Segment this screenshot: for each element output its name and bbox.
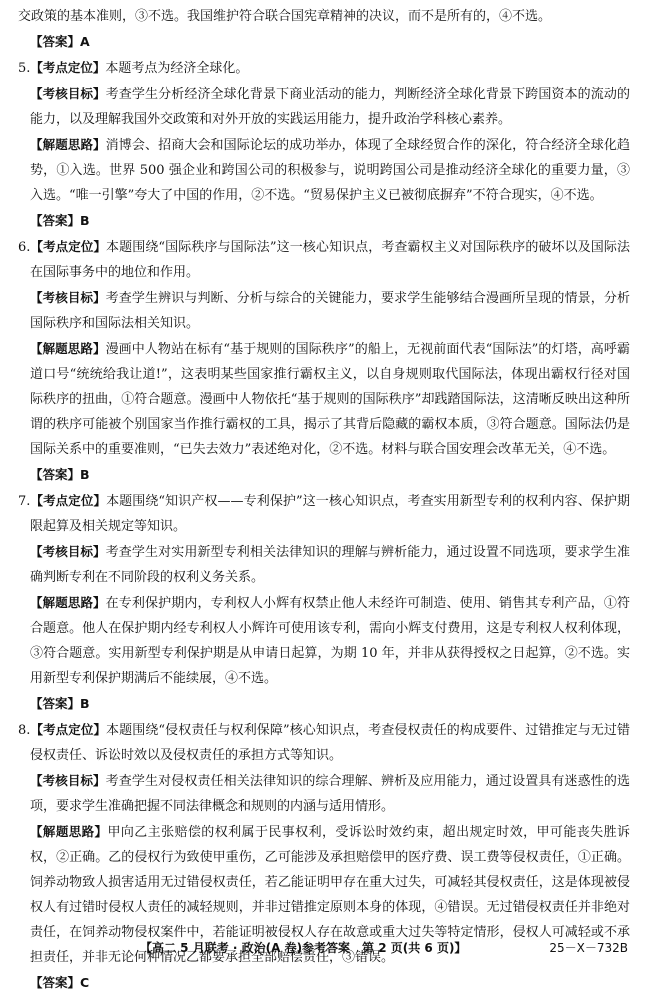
kaodian-paragraph: 6.【考点定位】本题围绕“国际秩序与国际法”这一核心知识点，考查霸权主义对国际秩序的破坏以及国际法在国际事务中的地位和作用。 xyxy=(18,239,630,280)
kaodian-tag: 【考点定位】 xyxy=(30,722,107,737)
answer-line: 【答案】C xyxy=(30,975,90,990)
silu-tag: 【解题思路】 xyxy=(30,341,106,356)
mubiao-tag: 【考核目标】 xyxy=(30,86,106,101)
kaodian-tag: 【考点定位】 xyxy=(30,493,107,508)
footer-title: 【高二 5 月联考 · 政治(A 卷)参考答案 第 2 页(共 6 页)】 xyxy=(140,941,467,955)
silu-paragraph: 【解题思路】甲向乙主张赔偿的权利属于民事权利，受诉讼时效约束，超出规定时效，甲可能丧失胜诉权，②正确。乙的侵权行为致使甲重伤，乙可能涉及承担赔偿甲的医疗费、误工费等侵权责任，①正确。饲养动物致人损害适用无过错侵权责任，若乙能证明甲存在重大过失，可减轻其侵权责任，这是体现被侵权人有过错时侵权人责任的减轻规则，并非过错推定原则本身的体现，④错误。无过错侵权责任并非绝对责任，在饲养动物侵权案件中，若能证明被侵权人存在故意或重大过失等特定情形，侵权人可减轻或不承担责任，并非无论何种情况乙都要承担全部赔偿责任，③错误。 xyxy=(30,824,630,965)
question-number: 5. xyxy=(18,61,31,76)
mubiao-tag: 【考核目标】 xyxy=(30,773,106,788)
mubiao-tag: 【考核目标】 xyxy=(30,544,106,559)
silu-tag: 【解题思路】 xyxy=(30,595,106,610)
question-7 xyxy=(18,488,630,717)
silu-paragraph: 【解题思路】漫画中人物站在标有“基于规则的国际秩序”的船上，无视前面代表“国际法”的灯塔，高呼霸道口号“统统给我让道!”，这表明某些国家推行霸权主义，以自身规则取代国际法，体现出霸权行径对国际秩序的扭曲，①符合题意。漫画中人物依托“基于规则的国际秩序”却践踏国际法，这清晰反映出这种所谓的秩序可能被个别国家当作推行霸权的工具，揭示了其背后隐藏的霸权本质，③符合题意。国际法仍是国际关系中的重要准则，“已失去效力”表述绝对化，②不选。材料与联合国安理会改革无关，④不选。 xyxy=(30,341,630,457)
mubiao-tag: 【考核目标】 xyxy=(30,290,106,305)
silu-paragraph: 【解题思路】在专利保护期内，专利权人小辉有权禁止他人未经许可制造、使用、销售其专利产品，①符合题意。他人在保护期内经专利权人小辉许可使用该专利，需向小辉支付费用，这是专利权人权利体现，③符合题意。实用新型专利保护期是从申请日起算，为期 10 年，并非从获得授权之日起算，②不选。实用新型专利保护期满后不能续展，④不选。 xyxy=(30,595,630,686)
mubiao-paragraph: 【考核目标】考查学生对侵权责任相关法律知识的综合理解、辨析及应用能力，通过设置具有迷惑性的选项，要求学生准确把握不同法律概念和规则的内涵与适用情形。 xyxy=(30,773,630,814)
kaodian-paragraph: 5.【考点定位】本题考点为经济全球化。 xyxy=(18,60,249,76)
question-5 xyxy=(18,55,630,234)
kaodian-paragraph: 7.【考点定位】本题围绕“知识产权——专利保护”这一核心知识点，考查实用新型专利的权利内容、保护期限起算及相关规定等知识。 xyxy=(18,493,630,534)
silu-paragraph: 【解题思路】消博会、招商大会和国际论坛的成功举办，体现了全球经贸合作的深化，符合经济全球化趋势，①入选。世界 500 强企业和跨国公司的积极参与，说明跨国公司是推动经济全球化的重要力量，③入选。“唯一引擎”夸大了中国的作用，②不选。“贸易保护主义已被彻底摒弃”不符合现实，④不选。 xyxy=(30,137,630,203)
kaodian-tag: 【考点定位】 xyxy=(30,239,107,254)
answer-line: 【答案】A xyxy=(30,34,90,49)
footer-code: 25－X－732B xyxy=(549,941,628,955)
silu-tag: 【解题思路】 xyxy=(30,137,106,152)
answer-line: 【答案】B xyxy=(30,696,90,711)
mubiao-paragraph: 【考核目标】考查学生分析经济全球化背景下商业活动的能力，判断经济全球化背景下跨国资本的流动的能力，以及理解我国外交政策和对外开放的实践运用能力，提升政治学科核心素养。 xyxy=(30,86,630,127)
kaodian-tag: 【考点定位】 xyxy=(30,60,106,75)
kaodian-paragraph: 8.【考点定位】本题围绕“侵权责任与权利保障”核心知识点，考查侵权责任的构成要件、过错推定与无过错侵权责任、诉讼时效以及侵权责任的承担方式等知识。 xyxy=(18,722,630,763)
answer-line: 【答案】B xyxy=(30,467,90,482)
question-number: 7. xyxy=(18,494,31,509)
page-footer xyxy=(0,938,648,958)
question-6 xyxy=(18,234,630,488)
silu-tag: 【解题思路】 xyxy=(30,824,108,839)
answer-line: 【答案】B xyxy=(30,213,90,228)
mubiao-paragraph: 【考核目标】考查学生辨识与判断、分析与综合的关键能力，要求学生能够结合漫画所呈现的情景，分析国际秩序和国际法相关知识。 xyxy=(30,290,630,331)
continuation-text: 交政策的基本准则，③不选。我国维护符合联合国宪章精神的决议，而不是所有的，④不选。 xyxy=(18,9,552,24)
mubiao-paragraph: 【考核目标】考查学生对实用新型专利相关法律知识的理解与辨析能力，通过设置不同选项，要求学生准确判断专利在不同阶段的权利义务关系。 xyxy=(30,544,630,585)
question-number: 8. xyxy=(18,723,31,738)
question-number: 6. xyxy=(18,240,31,255)
